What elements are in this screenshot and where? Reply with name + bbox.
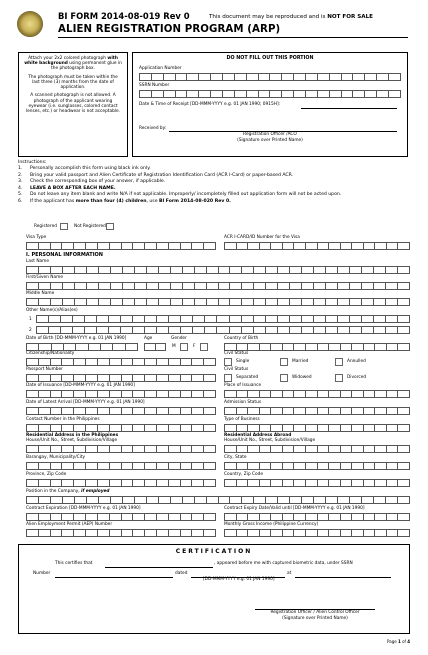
- civil-status-2-label: Civil Status: [224, 367, 249, 372]
- cert-dated-label: dated: [175, 571, 188, 576]
- house-abroad-cells[interactable]: [224, 445, 410, 453]
- page-number: Page 1 of 4: [387, 639, 410, 644]
- res-abroad-label: Residential Address Abroad: [224, 433, 292, 438]
- single-label: Single: [236, 359, 250, 364]
- cert-at-label: at: [287, 571, 292, 576]
- divorced-label: Divorced: [347, 375, 367, 380]
- visa-type-label: Visa Type: [26, 235, 47, 240]
- position-cells[interactable]: [26, 496, 410, 504]
- age-label: Age: [144, 336, 153, 341]
- position-label: Position in the Company, if employed: [26, 489, 110, 494]
- contact-cells[interactable]: [26, 424, 216, 432]
- alias-2-cells[interactable]: [36, 326, 410, 334]
- visa-type-cells[interactable]: [26, 242, 216, 250]
- type-business-label: Type of Business: [224, 417, 260, 422]
- instructions-title: Instructions:: [18, 160, 47, 165]
- receipt-line[interactable]: [301, 108, 397, 109]
- province-cells[interactable]: [26, 479, 216, 487]
- aep-label: Alien Employment Permit (AEP) Number: [26, 522, 113, 527]
- country-zip-label: Country, Zip Code: [224, 472, 264, 477]
- city-state-label: City, State: [224, 455, 247, 460]
- passport-label: Passport Number: [26, 367, 63, 372]
- first-name-label: First/Given Name: [26, 275, 63, 280]
- photo-box[interactable]: [18, 52, 128, 157]
- married-label: Married: [292, 359, 309, 364]
- reproduction-notice: This document may be reproduced and is NOT FOR SALE: [209, 14, 373, 20]
- receipt-label: Date & Time of Receipt [DD-MMM-YYYY e.g. 01 JAN 1990; 0915H]:: [139, 102, 281, 107]
- civil-status-label: Civil Status: [224, 351, 249, 356]
- ssrn-number-label: SSRN Number: [139, 83, 170, 88]
- income-cells[interactable]: [224, 529, 410, 537]
- gender-male-checkbox[interactable]: [180, 343, 188, 351]
- single-checkbox[interactable]: [224, 358, 232, 366]
- certification-box: [18, 544, 410, 634]
- issuance-label: Date of Issuance [DD-MMM-YYYY e.g. 01 JAN 1990]: [26, 383, 135, 388]
- dob-label: Date of Birth [DD-MMM-YYYY e.g. 01 JAN 1990]: [26, 336, 127, 341]
- not-registered-label: Not Registered: [74, 224, 106, 229]
- cert-officer-title: Registration Officer / Alien Control Officer: [270, 610, 360, 615]
- married-checkbox[interactable]: [280, 358, 288, 366]
- contact-label: Contact Number in the Philippines: [26, 417, 100, 422]
- cert-line1-end: , appeared before me with captured biometric data, under SSRN: [214, 561, 353, 566]
- admission-label: Admission Status: [224, 400, 262, 405]
- admission-cells[interactable]: [224, 407, 410, 415]
- other-names-label: Other Name(s)/Alias(es): [26, 308, 78, 313]
- first-name-cells[interactable]: [26, 282, 410, 290]
- instruction-item: 2. Bring your valid passport and Alien Certificate of Registration Identification Card (ACR I-Card) or paper-based ACR.: [18, 172, 294, 178]
- separated-label: Separated: [236, 375, 259, 380]
- registered-checkbox[interactable]: [60, 223, 68, 230]
- bureau-seal-logo: [17, 11, 43, 37]
- cert-place-line[interactable]: [295, 577, 391, 578]
- contract-exp-label: Contract Expiration [DD-MMM-YYYY e.g. 01 JAN 1990]: [26, 506, 141, 511]
- certification-heading: CERTIFICATION: [175, 548, 253, 555]
- last-name-label: Last Name: [26, 259, 49, 264]
- widowed-label: Widowed: [292, 375, 312, 380]
- office-use-box: [132, 52, 408, 157]
- gender-female-label: F: [193, 344, 196, 349]
- officer-title: Registration Officer /ACO: [243, 132, 297, 137]
- gender-label: Gender: [171, 336, 187, 341]
- widowed-checkbox[interactable]: [280, 374, 288, 382]
- house-ph-cells[interactable]: [26, 445, 216, 453]
- instruction-item: 6. If the applicant has more than four (4) children, use BI Form 2014-08-020 Rev 0.: [18, 198, 231, 204]
- instructions: [18, 160, 413, 204]
- instruction-item: 1. Personally accomplish this form using black ink only.: [18, 166, 151, 172]
- office-use-heading: DO NOT FILL OUT THIS PORTION: [226, 56, 314, 61]
- instruction-item: 4. LEAVE A BOX AFTER EACH NAME.: [18, 185, 116, 191]
- alias-1-cells[interactable]: [36, 315, 410, 323]
- photo-instruction-3: A scanned photograph is not allowed. A photograph of the applicant wearing eyewear (i.e. sunglasses, colored contact lenses, etc.) or headwear is not acceptable.: [25, 93, 121, 115]
- middle-name-label: Middle Name: [26, 291, 55, 296]
- res-ph-label: Residential Address in the Philippines: [26, 433, 119, 438]
- photo-instruction-2: The photograph must be taken within the last three (3) months from the date of application.: [28, 74, 118, 91]
- aep-cells[interactable]: [26, 529, 216, 537]
- instruction-item: 5. Do not leave any item blank and write N/A if not applicable. Improperly/ incompletely filled out application form will not be acted upon.: [18, 192, 342, 198]
- province-label: Province, Zip Code: [26, 472, 67, 477]
- instructions-list: [18, 166, 413, 204]
- country-birth-label: Country of Birth: [224, 336, 259, 341]
- house-abroad-label: House/Unit No., Street, Subdivision/Village: [224, 438, 316, 443]
- middle-name-cells[interactable]: [26, 298, 410, 306]
- barangay-cells[interactable]: [26, 462, 216, 470]
- cert-date-hint: [DD-MMM-YYYY e.g. 01 JAN 1990]: [203, 577, 275, 582]
- registered-label: Registered: [34, 224, 57, 229]
- form-id: BI FORM 2014-08-019 Rev 0: [58, 11, 190, 21]
- country-birth-cells[interactable]: [224, 343, 410, 351]
- acr-number-label: ACR I-CARD/ID Number for the Visa: [224, 235, 300, 240]
- issuance-cells[interactable]: [26, 390, 216, 398]
- officer-subtitle: (Signature over Printed Name): [237, 138, 303, 143]
- received-by-label: Received by:: [139, 126, 167, 131]
- application-number-cells[interactable]: [139, 73, 401, 81]
- contract-valid-cells[interactable]: [224, 513, 410, 521]
- arrival-label: Date of Latest Arrival [DD-MMM-YYYY e.g. 01 JAN 1990]: [26, 400, 145, 405]
- annulled-checkbox[interactable]: [335, 358, 343, 366]
- header-rule: [58, 37, 408, 38]
- alias-2-number: 2: [29, 328, 32, 333]
- cert-officer-subtitle: (Signature over Printed Name): [282, 616, 348, 621]
- program-title: ALIEN REGISTRATION PROGRAM (ARP): [58, 24, 281, 35]
- cert-number-label: Number: [33, 571, 51, 576]
- personal-info-heading: I. PERSONAL INFORMATION: [26, 252, 103, 258]
- age-cells[interactable]: [144, 343, 166, 351]
- acr-number-cells[interactable]: [224, 242, 410, 250]
- place-issuance-label: Place of Issuance: [224, 383, 262, 388]
- contract-exp-cells[interactable]: [26, 513, 216, 521]
- citizenship-label: Citizenship/Nationality: [26, 351, 75, 356]
- cert-line1-start: This certifies that: [55, 561, 93, 566]
- photo-instruction-1: Attach your 2x2 colored photograph with white background using permanent glue in the photograph box.: [24, 56, 122, 72]
- not-registered-checkbox[interactable]: [106, 223, 114, 230]
- ssrn-number-cells[interactable]: [139, 90, 401, 98]
- gender-female-checkbox[interactable]: [200, 343, 208, 351]
- income-label: Monthly Gross Income (Philippine Currency): [224, 522, 319, 527]
- arrival-cells[interactable]: [26, 407, 216, 415]
- city-state-cells[interactable]: [224, 462, 410, 470]
- contract-valid-label: Contract Expiry Date/Valid until [DD-MMM-YYYY e.g. 01 JAN 1990]: [224, 506, 365, 511]
- cert-name-line[interactable]: [105, 567, 213, 568]
- cert-number-line[interactable]: [55, 577, 173, 578]
- country-zip-cells[interactable]: [224, 479, 410, 487]
- gender-male-label: M: [172, 344, 176, 349]
- citizenship-cells[interactable]: [26, 358, 216, 366]
- alias-1-number: 1: [29, 317, 32, 322]
- divorced-checkbox[interactable]: [335, 374, 343, 382]
- passport-cells[interactable]: [26, 374, 216, 382]
- last-name-cells[interactable]: [26, 266, 410, 274]
- separated-checkbox[interactable]: [224, 374, 232, 382]
- place-issuance-cells[interactable]: [224, 390, 410, 398]
- application-number-label: Application Number: [139, 66, 182, 71]
- annulled-label: Annulled: [347, 359, 366, 364]
- house-ph-label: House/Unit No., Street, Subdivision/Village: [26, 438, 118, 443]
- dob-cells[interactable]: [26, 343, 138, 351]
- barangay-label: Barangay, Municipality/City: [26, 455, 86, 460]
- type-business-cells[interactable]: [224, 424, 410, 432]
- instruction-item: 3. Check the corresponding box of your answer, if applicable.: [18, 179, 166, 185]
